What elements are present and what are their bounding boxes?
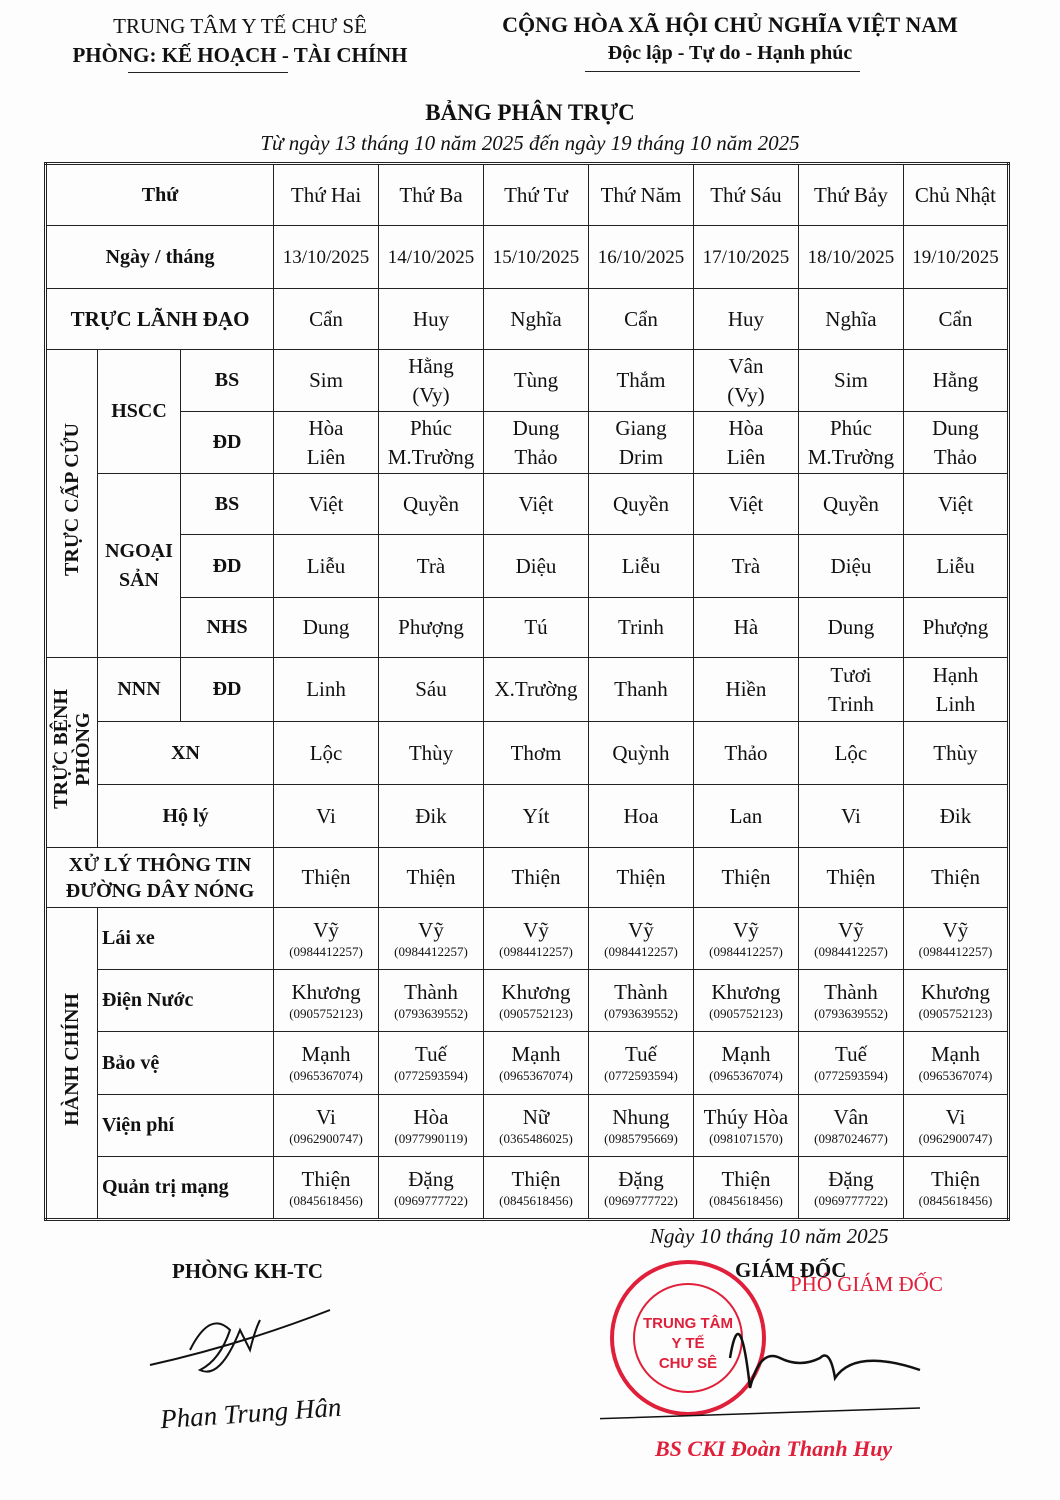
staff-phone: (0984412257) [394,943,468,959]
document-title: BẢNG PHÂN TRỰC [425,100,635,125]
roster-cell: Thứ Năm [588,164,693,226]
staff-name: Thiện [930,1166,980,1191]
roster-cell: Thứ Tư [484,164,589,226]
roster-cell: Quỳnh [588,722,693,785]
label-network-admin: Quản trị mạng [98,1157,274,1220]
roster-cell: Hạnh Linh [903,658,1008,722]
staff-phone: (0969777722) [394,1192,468,1208]
roster-cell: Việt [484,474,589,535]
staff-phone: (0772593594) [394,1068,468,1083]
roster-cell: Phúc M.Trường [379,412,484,474]
label-utilities: Điện Nước [98,970,274,1032]
label-bs: BS [181,350,274,412]
staff-name: Tuế [625,1042,657,1066]
roster-cell: Liễu [588,535,693,598]
staff-name: Mạnh [930,1042,980,1066]
group-label: TRỰC CẤP CỨU [61,423,83,576]
roster-cell [274,1095,379,1157]
staff-name: Tuế [834,1042,867,1066]
roster-cell [379,1095,484,1157]
roster-cell: Vi [274,785,379,848]
roster-cell [484,970,589,1032]
roster-cell: Cẩn [274,289,379,350]
label-hotline: XỬ LÝ THÔNG TIN ĐƯỜNG DÂY NÓNG [46,848,274,908]
roster-cell: Thiện [484,848,589,908]
roster-cell [798,1095,903,1157]
roster-cell: 14/10/2025 [379,226,484,289]
left-signature [130,1290,360,1390]
org-name: TRUNG TÂM Y TẾ CHƯ SÊ [113,14,367,38]
roster-cell [379,1157,484,1220]
roster-cell: 16/10/2025 [588,226,693,289]
staff-phone: (0772593594) [814,1068,888,1083]
roster-cell: Thứ Ba [379,164,484,226]
right-signer-subtitle: PHÓ GIÁM ĐỐC [790,1272,943,1296]
staff-name: Vỹ [733,917,759,942]
roster-cell: Dung Thảo [903,412,1008,474]
staff-name: Thành [824,979,878,1004]
roster-cell: Liễu [274,535,379,598]
roster-cell [903,908,1008,970]
label-security: Bảo vệ [98,1032,274,1095]
roster-cell [274,908,379,970]
roster-cell: Thiện [798,848,903,908]
roster-cell: Liễu [903,535,1008,598]
nation-title: CỘNG HÒA XÃ HỘI CHỦ NGHĨA VIỆT NAM [502,12,958,37]
roster-cell: Hiền [693,658,798,722]
roster-cell: Thứ Bảy [798,164,903,226]
roster-cell: Việt [693,474,798,535]
roster-cell: X.Trường [484,658,589,722]
staff-phone: (0845618456) [918,1192,993,1208]
staff-phone: (0962900747) [289,1130,363,1146]
roster-cell: Thiện [588,848,693,908]
roster-cell: 18/10/2025 [798,226,903,289]
staff-phone: (0793639552) [814,1005,888,1021]
staff-name: Vỹ [418,917,444,942]
staff-phone: (0987024677) [814,1130,888,1146]
roster-cell: Sáu [379,658,484,722]
staff-name: Khương [920,979,991,1004]
roster-cell: Hoa [588,785,693,848]
label-dd: ĐD [181,658,274,722]
roster-cell [798,908,903,970]
label-ho-ly: Hộ lý [98,785,274,848]
roster-cell: 17/10/2025 [693,226,798,289]
left-signer-name: Phan Trung Hân [159,1391,343,1435]
staff-name: Vi [945,1104,966,1129]
group-admin [46,908,98,1220]
staff-phone: (0984412257) [709,943,783,959]
staff-phone: (0981071570) [709,1130,783,1146]
staff-phone: (0984412257) [604,943,678,959]
staff-name: Vỹ [942,917,969,942]
roster-cell [693,970,798,1032]
official-stamp [600,1258,930,1428]
header-date: Ngày / tháng [46,226,274,289]
staff-name: Khương [501,979,571,1004]
roster-cell: Hòa Liên [274,412,379,474]
staff-name: Hòa [413,1104,449,1129]
roster-cell: Việt [274,474,379,535]
staff-name: Nữ [522,1104,550,1129]
roster-cell: Trà [693,535,798,598]
roster-cell [588,908,693,970]
staff-name: Đặng [408,1166,454,1191]
group-label: HÀNH CHÍNH [61,992,83,1126]
staff-phone: (0905752123) [499,1005,573,1021]
staff-name: Mạnh [721,1042,771,1066]
staff-name: Mạnh [301,1042,351,1066]
roster-cell: Linh [274,658,379,722]
roster-cell: Chủ Nhật [903,164,1008,226]
roster-cell: Dung [798,598,903,658]
roster-cell: Thiện [693,848,798,908]
staff-name: Thúy Hòa [703,1104,789,1129]
roster-cell: Thùy [379,722,484,785]
roster-cell [274,970,379,1032]
roster-cell: Lan [693,785,798,848]
roster-cell: Cẩn [588,289,693,350]
roster-cell: Thắm [588,350,693,412]
roster-cell [379,970,484,1032]
roster-cell: Thanh [588,658,693,722]
roster-cell: Huy [693,289,798,350]
roster-cell [903,1032,1008,1095]
roster-cell [693,908,798,970]
staff-phone: (0969777722) [604,1192,678,1208]
staff-phone: (0793639552) [394,1005,468,1021]
label-hscc: HSCC [98,350,181,474]
label-bs: BS [181,474,274,535]
roster-cell: Dung Thảo [484,412,589,474]
roster-cell [379,1032,484,1095]
staff-name: Tuế [415,1042,447,1066]
roster-cell: Phúc M.Trường [798,412,903,474]
label-fees: Viện phí [98,1095,274,1157]
staff-name: Nhung [612,1104,670,1129]
roster-cell: Hằng [903,350,1008,412]
roster-cell: Thảo [693,722,798,785]
staff-phone: (0984412257) [918,943,993,959]
staff-phone: (0905752123) [918,1005,993,1021]
nation-motto: Độc lập - Tự do - Hạnh phúc [607,42,853,64]
roster-cell: 13/10/2025 [274,226,379,289]
label-nnn: NNN [98,658,181,722]
roster-cell: Hằng (Vy) [379,350,484,412]
roster-cell [274,1032,379,1095]
staff-phone: (0984412257) [499,943,573,959]
roster-cell: Tú [484,598,589,658]
divider [585,71,860,72]
roster-cell: Tùng [484,350,589,412]
staff-phone: (0965367074) [499,1068,573,1083]
roster-cell: Yít [484,785,589,848]
roster-table [44,162,1010,1221]
roster-cell: Quyền [798,474,903,535]
roster-cell: Trà [379,535,484,598]
roster-cell: Quyền [379,474,484,535]
roster-cell: Nghĩa [484,289,589,350]
roster-cell: 19/10/2025 [903,226,1008,289]
staff-phone: (0845618456) [289,1192,363,1208]
roster-cell: Thùy [903,722,1008,785]
roster-cell: Việt [903,474,1008,535]
staff-phone: (0984412257) [289,943,363,959]
roster-cell: Diệu [484,535,589,598]
staff-phone: (0965367074) [918,1068,993,1083]
roster-cell: Phượng [379,598,484,658]
roster-cell [484,1032,589,1095]
roster-cell: Quyền [588,474,693,535]
roster-cell: Trinh [588,598,693,658]
staff-name: Vân [833,1104,869,1129]
staff-name: Vi [316,1104,336,1129]
roster-cell: 15/10/2025 [484,226,589,289]
label-driver: Lái xe [98,908,274,970]
roster-cell: Thiện [379,848,484,908]
roster-cell: Cẩn [903,289,1008,350]
roster-cell: Lộc [274,722,379,785]
staff-phone: (0845618456) [709,1192,783,1208]
label-nhs: NHS [181,598,274,658]
svg-text:Y TẾ: Y TẾ [671,1335,705,1352]
roster-cell: Thơm [484,722,589,785]
header-weekday: Thứ [46,164,274,226]
right-signer-title: GIÁM ĐỐC [735,1258,847,1282]
roster-cell: Vân (Vy) [693,350,798,412]
staff-name: Vỹ [838,917,864,942]
staff-name: Thiện [301,1166,351,1191]
left-signer-title: PHÒNG KH-TC [172,1259,324,1283]
label-dd: ĐD [181,535,274,598]
staff-name: Thành [614,979,668,1004]
roster-cell: Hòa Liên [693,412,798,474]
nation-header [470,10,990,68]
roster-cell [588,970,693,1032]
staff-name: Thiện [511,1166,561,1191]
divider [128,72,288,73]
roster-cell: Hà [693,598,798,658]
roster-cell [484,1157,589,1220]
roster-cell: Diệu [798,535,903,598]
roster-cell: Sim [798,350,903,412]
roster-cell: Vi [798,785,903,848]
svg-text:CHƯ SÊ: CHƯ SÊ [658,1355,718,1372]
roster-cell [484,908,589,970]
label-dd: ĐD [181,412,274,474]
roster-cell [693,1095,798,1157]
staff-name: Khương [711,979,781,1004]
staff-name: Thiện [721,1166,771,1191]
staff-name: Đặng [618,1166,664,1191]
roster-cell: Thiện [903,848,1008,908]
roster-cell: Lộc [798,722,903,785]
roster-cell: Thiện [274,848,379,908]
roster-cell [798,1157,903,1220]
staff-phone: (0793639552) [604,1005,678,1021]
staff-phone: (0969777722) [814,1192,888,1208]
roster-cell: Đik [379,785,484,848]
staff-phone: (0845618456) [499,1192,573,1208]
staff-phone: (0985795669) [604,1130,678,1146]
date-range: Từ ngày 13 tháng 10 năm 2025 đến ngày 19 tháng 10 năm 2025 [260,131,800,155]
group-label: TRỰC BỆNH PHÒNG [50,688,94,809]
roster-cell [693,1157,798,1220]
roster-cell: Huy [379,289,484,350]
roster-cell [484,1095,589,1157]
roster-cell [798,970,903,1032]
department-name: PHÒNG: KẾ HOẠCH - TÀI CHÍNH [72,43,408,67]
roster-cell [588,1157,693,1220]
staff-phone: (0965367074) [289,1068,363,1083]
roster-cell: Phượng [903,598,1008,658]
staff-name: Khương [291,979,361,1004]
roster-cell: Giang Drim [588,412,693,474]
group-ward [46,658,98,848]
roster-cell: Đik [903,785,1008,848]
staff-name: Đặng [828,1166,874,1191]
staff-name: Mạnh [511,1042,561,1066]
staff-name: Vỹ [628,917,654,942]
roster-cell: Sim [274,350,379,412]
roster-cell: Thứ Sáu [693,164,798,226]
sign-date: Ngày 10 tháng 10 năm 2025 [650,1224,889,1248]
roster-cell [693,1032,798,1095]
staff-name: Vỹ [313,917,339,942]
staff-name: Vỹ [523,917,549,942]
roster-cell: Dung [274,598,379,658]
roster-cell: Tươi Trinh [798,658,903,722]
staff-phone: (0772593594) [604,1068,678,1083]
label-leadership: TRỰC LÃNH ĐẠO [46,289,274,350]
staff-phone: (0965367074) [709,1068,783,1083]
staff-name: Thành [404,979,458,1004]
label-xn: XN [98,722,274,785]
staff-phone: (0984412257) [814,943,888,959]
staff-phone: (0905752123) [289,1005,363,1021]
roster-cell [903,1157,1008,1220]
staff-phone: (0365486025) [499,1130,573,1146]
roster-cell [274,1157,379,1220]
roster-cell: Thứ Hai [274,164,379,226]
roster-cell [798,1032,903,1095]
roster-cell: Nghĩa [798,289,903,350]
staff-phone: (0905752123) [709,1005,783,1021]
roster-cell [588,1095,693,1157]
roster-cell [588,1032,693,1095]
label-ngoai-san: NGOẠI SẢN [98,474,181,658]
staff-phone: (0962900747) [918,1130,993,1146]
roster-cell [379,908,484,970]
right-signer-name: BS CKI Đoàn Thanh Huy [655,1436,893,1461]
org-header [60,12,420,70]
staff-phone: (0977990119) [394,1130,468,1146]
svg-text:TRUNG TÂM: TRUNG TÂM [643,1315,733,1332]
group-emergency [46,350,98,658]
roster-cell [903,970,1008,1032]
roster-cell [903,1095,1008,1157]
